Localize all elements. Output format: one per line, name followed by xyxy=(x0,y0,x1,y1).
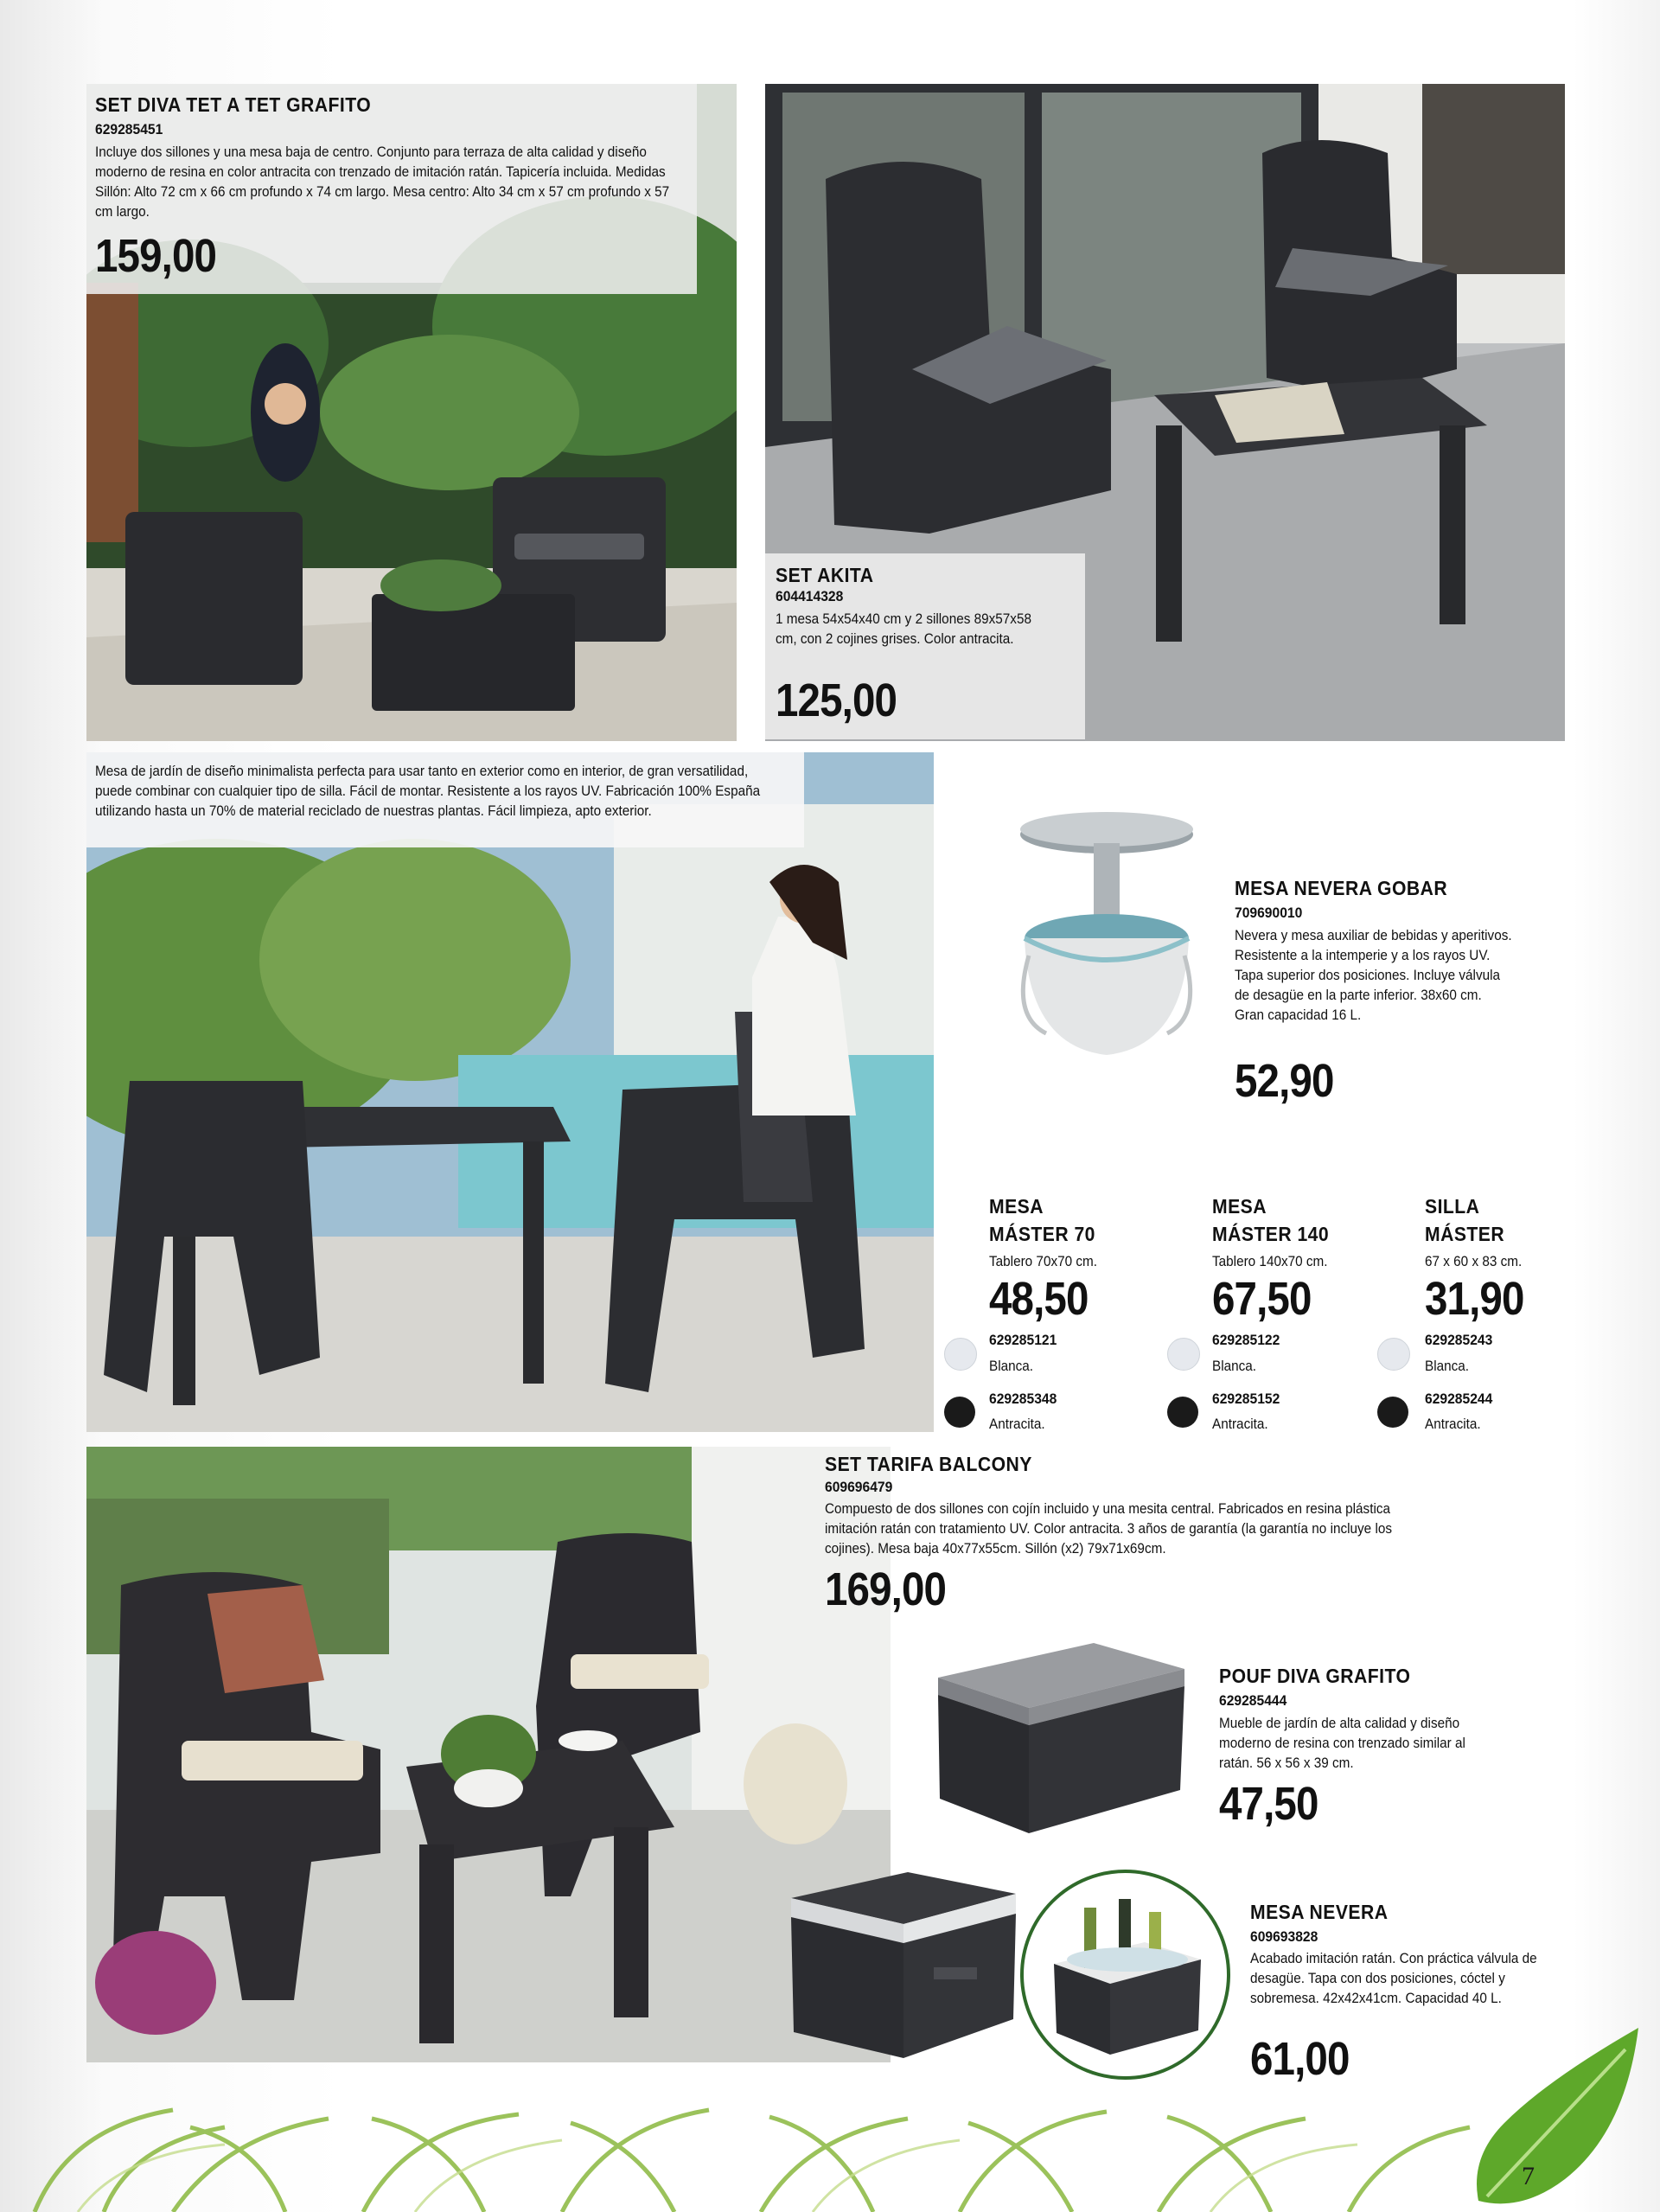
master-140-size: Tablero 140x70 cm. xyxy=(1212,1253,1328,1269)
photo-master-table xyxy=(86,752,934,1432)
nevera-description: Acabado imitación ratán. Con práctica válvula de desagüe. Tapa con dos posiciones, cóctel y sobremesa. 42x42x41cm. Capacidad 40 L. xyxy=(1250,1950,1537,2006)
master-140-label-white: Blanca. xyxy=(1212,1358,1257,1374)
gobar-description: Nevera y mesa auxiliar de bebidas y aperitivos. Resistente a la intemperie y a los rayos UV. Tapa superior dos posiciones. Incluye válvula de desagüe en la parte inferior. 38x60 cm. Gran capacidad 16 L. xyxy=(1235,927,1512,1023)
tarifa-price: 169,00 xyxy=(825,1563,947,1615)
photo-tarifa-set xyxy=(86,1447,891,2062)
master-140-code-white: 629285122 xyxy=(1212,1332,1280,1348)
silla-master-price: 31,90 xyxy=(1425,1273,1524,1325)
white-swatch xyxy=(1167,1338,1200,1371)
master-70-title-line2: MÁSTER 70 xyxy=(989,1223,1095,1245)
gobar-price: 52,90 xyxy=(1235,1055,1334,1107)
diva-title: SET DIVA TET A TET GRAFITO xyxy=(95,93,372,116)
nevera-code: 609693828 xyxy=(1250,1928,1318,1945)
page-number: 7 xyxy=(1522,2162,1535,2190)
gobar-code: 709690010 xyxy=(1235,905,1303,921)
diva-description: Incluye dos sillones y una mesa baja de centro. Conjunto para terraza de alta calidad y diseño moderno de resina en color antracita con trenzado de imitación ratán. Tapicería incluida. Medidas Sillón: Alto 72 cm x 66 cm profundo x 74 cm largo. Mesa centro: Alto 34 cm x 57 cm profundo x 57 cm largo. xyxy=(95,144,670,220)
master-70-size: Tablero 70x70 cm. xyxy=(989,1253,1098,1269)
nevera-price: 61,00 xyxy=(1250,2033,1350,2085)
gobar-title: MESA NEVERA GOBAR xyxy=(1235,877,1448,899)
master-140-title-line2: MÁSTER 140 xyxy=(1212,1223,1330,1245)
silla-master-title-line1: SILLA xyxy=(1425,1195,1480,1218)
tarifa-code: 609696479 xyxy=(825,1479,893,1495)
tarifa-description: Compuesto de dos sillones con cojín incluido y una mesita central. Fabricados en resina plástica imitación ratán con tratamiento UV. Color antracita. 3 años de garantía (la garantía no incluye los cojines). Mesa baja 40x77x55cm. Sillón (x2) 79x71x69cm. xyxy=(825,1500,1393,1557)
silla-master-size: 67 x 60 x 83 cm. xyxy=(1425,1253,1523,1269)
akita-code: 604414328 xyxy=(776,588,844,604)
silla-master-code-black: 629285244 xyxy=(1425,1390,1493,1407)
master-70-title-line1: MESA xyxy=(989,1195,1044,1218)
white-swatch xyxy=(944,1338,977,1371)
master-70-block xyxy=(944,1195,1152,1437)
anthracite-swatch xyxy=(944,1397,975,1428)
master-140-label-black: Antracita. xyxy=(1212,1416,1268,1432)
akita-price: 125,00 xyxy=(776,674,897,726)
photo-mesa-nevera xyxy=(787,1872,1020,2062)
master-intro-text: Mesa de jardín de diseño minimalista perfecta para usar tanto en exterior como en interior, de gran versatilidad, puede combinar con cualquier tipo de silla. Fácil de montar. Resistente a los rayos UV. Fabricación 100% España utilizando hasta un 70% de material reciclado de nuestras plantas. Fácil limpieza, apto exterior. xyxy=(95,763,761,819)
decorative-grass xyxy=(0,2093,1660,2212)
master-70-code-black: 629285348 xyxy=(989,1390,1057,1407)
pouf-code: 629285444 xyxy=(1219,1692,1287,1709)
akita-description: 1 mesa 54x54x40 cm y 2 sillones 89x57x58 cm, con 2 cojines grises. Color antracita. xyxy=(776,611,1031,647)
akita-title: SET AKITA xyxy=(776,564,874,586)
pouf-description: Mueble de jardín de alta calidad y diseño moderno de resina con trenzado similar al ratán. 56 x 56 x 39 cm. xyxy=(1219,1715,1465,1771)
anthracite-swatch xyxy=(1167,1397,1198,1428)
master-140-title-line1: MESA xyxy=(1212,1195,1267,1218)
master-70-price: 48,50 xyxy=(989,1273,1089,1325)
pouf-price: 47,50 xyxy=(1219,1778,1318,1830)
master-140-code-black: 629285152 xyxy=(1212,1390,1280,1407)
diva-code: 629285451 xyxy=(95,121,163,137)
tarifa-title: SET TARIFA BALCONY xyxy=(825,1453,1032,1475)
silla-master-title-line2: MÁSTER xyxy=(1425,1223,1505,1245)
anthracite-swatch xyxy=(1377,1397,1408,1428)
pouf-title: POUF DIVA GRAFITO xyxy=(1219,1665,1411,1687)
silla-master-block xyxy=(1377,1195,1585,1437)
photo-pouf xyxy=(929,1643,1189,1838)
silla-master-label-white: Blanca. xyxy=(1425,1358,1470,1374)
leaf-icon xyxy=(1470,2028,1643,2212)
diva-price: 159,00 xyxy=(95,230,217,282)
master-140-price: 67,50 xyxy=(1212,1273,1312,1325)
photo-mesa-nevera-open xyxy=(1020,1870,1230,2080)
master-70-label-white: Blanca. xyxy=(989,1358,1034,1374)
silla-master-label-black: Antracita. xyxy=(1425,1416,1481,1432)
nevera-title: MESA NEVERA xyxy=(1250,1901,1389,1923)
silla-master-code-white: 629285243 xyxy=(1425,1332,1493,1348)
photo-gobar-cooler xyxy=(1012,809,1202,1068)
master-70-label-black: Antracita. xyxy=(989,1416,1045,1432)
master-70-code-white: 629285121 xyxy=(989,1332,1057,1348)
white-swatch xyxy=(1377,1338,1410,1371)
master-140-block xyxy=(1167,1195,1375,1437)
